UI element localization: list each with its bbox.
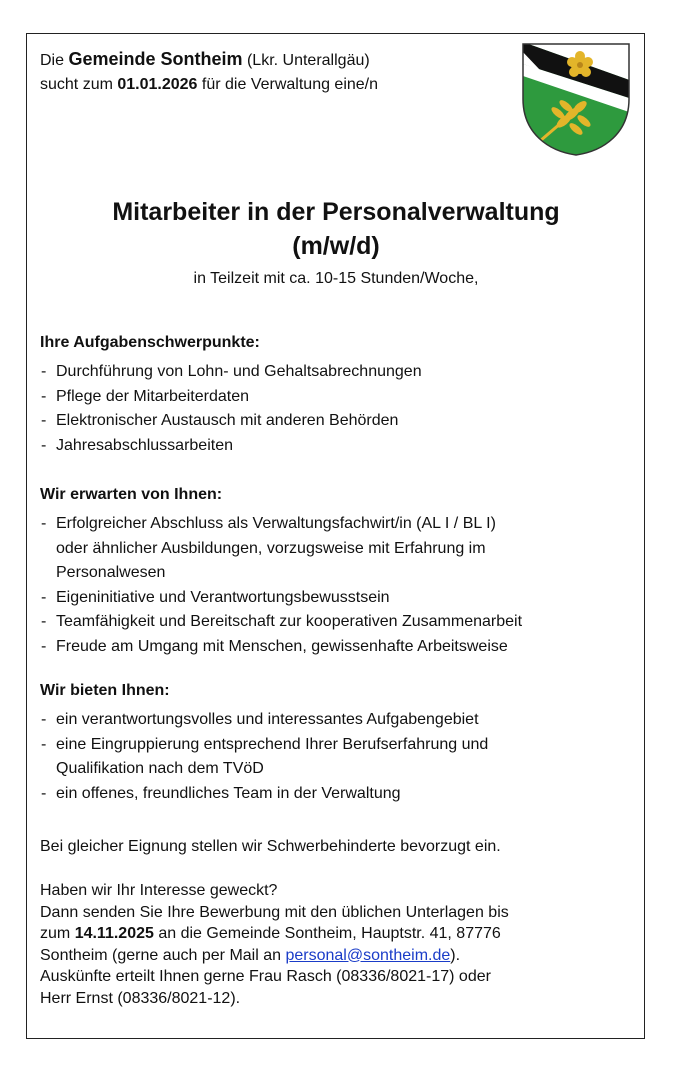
offer-list [40,708,488,806]
contact-line [40,923,630,945]
job-gender-note: (m/w/d) [292,232,380,260]
tasks-list [40,360,422,458]
intro-line-2-prefix: sucht zum [40,76,113,93]
contact-line: Herr Ernst (08336/8021-12). [40,989,241,1007]
list-item-line: - Erfolgreicher Abschluss als Verwaltungsfachwirt/in (AL I / BL I) [56,515,496,532]
start-date: 01.01.2026 [117,76,198,93]
list-item-line: Qualifikation nach dem TVöD [56,760,264,777]
contact-block [40,880,630,1009]
contact-line: Auskünfte erteilt Ihnen gerne Frau Rasch (08336/8021-17) oder [40,968,491,985]
intro-line-2 [40,73,378,97]
list-item-line: - eine Eingruppierung entsprechend Ihrer Berufserfahrung und [56,735,489,753]
district-name: (Lkr. Unterallgäu) [246,52,370,69]
expectations-heading: Wir erwarten von Ihnen: [40,486,223,503]
contact-line: Haben wir Ihr Interesse geweckt? [40,882,278,899]
contact-text: zum [40,925,71,942]
list-item: - Pflege der Mitarbeiterdaten [40,385,422,410]
list-item: - ein offenes, freundliches Team in der Verwaltung [40,782,488,807]
email-link[interactable]: personal@sontheim.de [285,946,451,964]
offer-heading: Wir bieten Ihnen: [40,682,170,699]
list-item: - ein verantwortungsvolles und interessantes Aufgabengebiet [40,708,488,733]
intro-line-2-suffix: für die Verwaltung eine/n [201,76,379,93]
list-item [40,512,522,586]
municipal-coat-of-arms-icon [520,41,632,157]
contact-text: ). [450,946,461,964]
contact-line: Dann senden Sie Ihre Bewerbung mit den üblichen Unterlagen bis [40,903,509,921]
tasks-heading: Ihre Aufgabenschwerpunkte: [40,334,260,351]
list-item: - Jahresabschlussarbeiten [40,434,422,459]
intro-block [40,47,378,97]
list-item: - Elektronischer Austausch mit anderen Behörden [40,409,422,434]
municipality-name: Gemeinde Sontheim [68,49,243,69]
equality-note: Bei gleicher Eignung stellen wir Schwerbehinderte bevorzugt ein. [40,838,501,855]
list-item-line: oder ähnlicher Ausbildungen, vorzugsweise mit Erfahrung im [56,539,486,557]
list-item: - Freude am Umgang mit Menschen, gewissenhafte Arbeitsweise [40,635,522,660]
list-item: - Teamfähigkeit und Bereitschaft zur kooperativen Zusammenarbeit [40,610,522,635]
job-title: Mitarbeiter in der Personalverwaltung [112,198,560,226]
intro-line-1 [40,47,378,73]
contact-text: an die Gemeinde Sontheim, Hauptstr. 41, 87776 [158,925,501,942]
job-subtitle: in Teilzeit mit ca. 10-15 Stunden/Woche, [193,270,479,287]
contact-line [40,945,630,967]
expectations-list [40,512,522,659]
list-item: - Eigeninitiative und Verantwortungsbewusstsein [40,586,522,611]
list-item-line: Personalwesen [56,564,166,581]
contact-text: Sontheim (gerne auch per Mail an [40,946,282,964]
list-item: - Durchführung von Lohn- und Gehaltsabrechnungen [40,360,422,385]
list-item [40,733,488,782]
intro-prefix: Die [40,52,65,69]
application-deadline: 14.11.2025 [74,925,154,942]
